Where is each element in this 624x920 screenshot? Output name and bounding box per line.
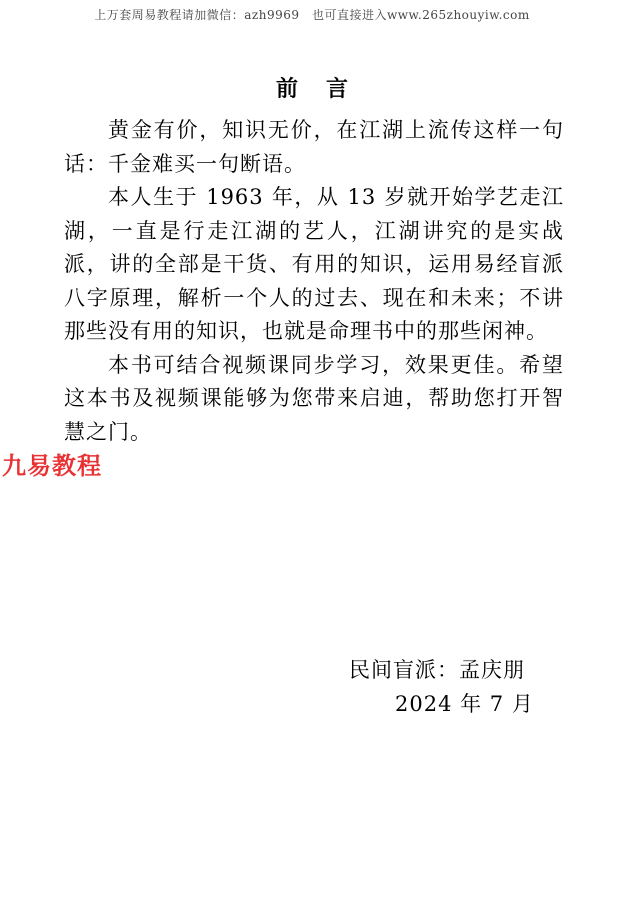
paragraph-3: 本书可结合视频课同步学习，效果更佳。希望这本书及视频课能够为您带来启迪，帮助您打开智慧之门。 xyxy=(64,352,564,444)
page-title: 前言 xyxy=(275,76,376,102)
header-note: 上万套周易教程请加微信：azh9969 也可直接进入www.265zhouyiw.com xyxy=(94,8,530,22)
paragraph-2: 本人生于 1963 年，从 13 岁就开始学艺走江湖，一直是行走江湖的艺人，江湖讲究的是实战派，讲的全部是干货、有用的知识，运用易经盲派八字原理，解析一个人的过去、现在和未来；不讲那些没有用的知识，也就是命理书中的那些闲神。 xyxy=(64,185,564,343)
signature-date: 2024 年 7 月 xyxy=(395,692,534,716)
watermark-logo: 九易教程 xyxy=(2,452,102,480)
signature-author: 民间盲派：孟庆朋 xyxy=(349,658,525,682)
preface-body xyxy=(64,114,564,449)
paragraph-1: 黄金有价，知识无价，在江湖上流传这样一句话：千金难买一句断语。 xyxy=(64,118,564,176)
